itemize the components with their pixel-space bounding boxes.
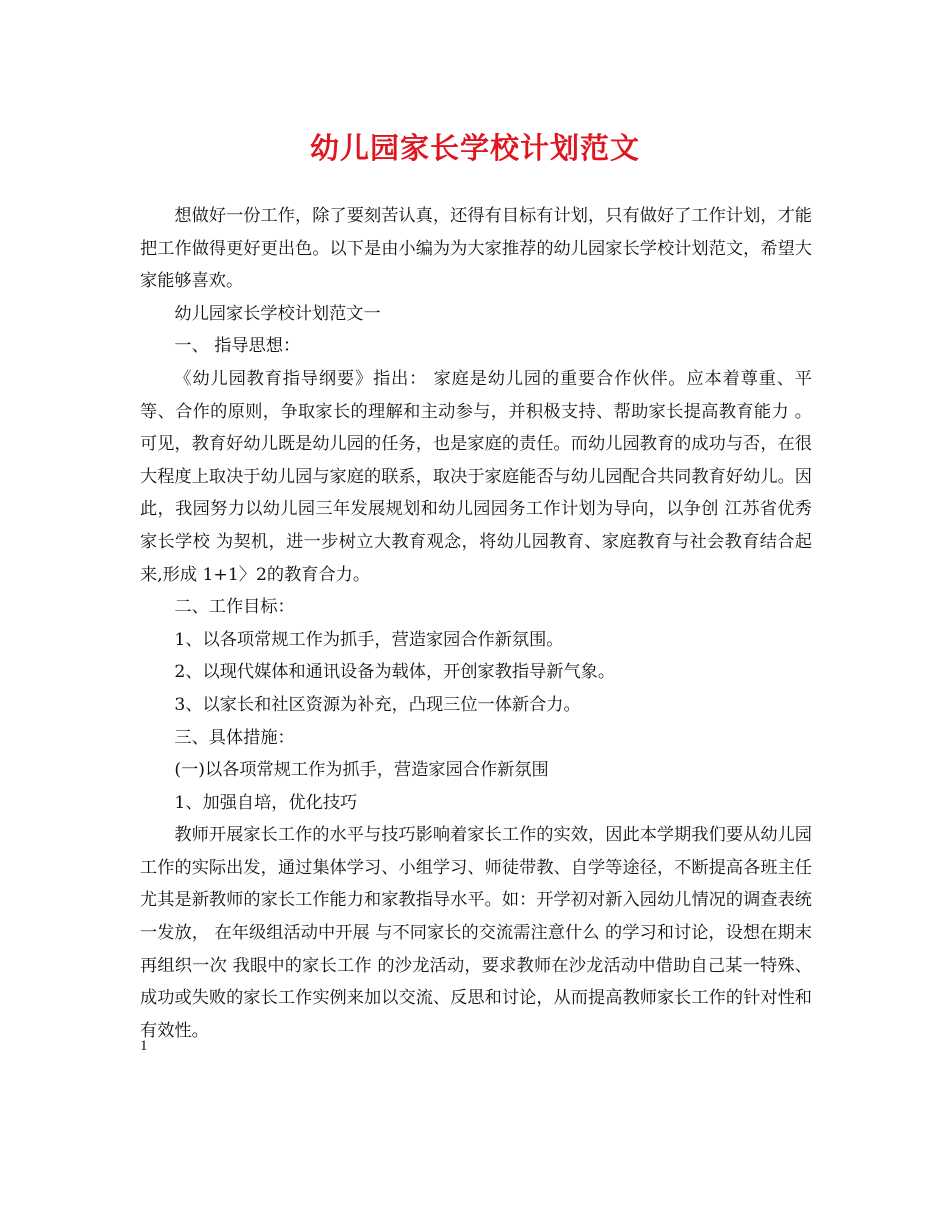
- paragraph-heading-measures: 三、具体措施：: [174, 727, 295, 748]
- paragraph-measure-item-1: 1、加强自培，优化技巧: [174, 792, 358, 813]
- page-number: 1: [140, 1038, 148, 1054]
- paragraph-guiding-ideology: 《幼儿园教育指导纲要》指出： 家庭是幼儿园的重要合作伙伴。应本着尊重、平等、合作的原则，争取家长的理解和主动参与，并积极支持、帮助家长提高教育能力 。可见，教育好幼儿既是幼儿园的任务，也是家庭的责任。而幼儿园教育的成功与否，在很大程度上取决于幼儿园与家庭的联系，取决于家庭能否与幼儿园配合共同教育好幼儿。因此，我园努力以幼儿园三年发展规划和幼儿园园务工作计划为导向，以争创 江苏省优秀家长学校 为契机，进一步树立大教育观念，将幼儿园教育、家庭教育与社会教育结合起来,形成 1+1〉2的教育合力。: [140, 368, 812, 585]
- paragraph-goal-2: 2、以现代媒体和通讯设备为载体，开创家教指导新气象。: [174, 662, 616, 683]
- paragraph-heading-guiding-ideology: 一、 指导思想：: [174, 336, 301, 357]
- paragraph-intro: 想做好一份工作，除了要刻苦认真，还得有目标有计划，只有做好了工作计划，才能把工作做得更好更出色。以下是由小编为为大家推荐的幼儿园家长学校计划范文，希望大家能够喜欢。: [140, 206, 812, 292]
- document-title: 幼儿园家长学校计划范文: [309, 131, 640, 165]
- paragraph-measure-subheading: (一)以各项常规工作为抓手，营造家园合作新氛围: [174, 760, 549, 781]
- document-body: [140, 200, 812, 1047]
- paragraph-goal-3: 3、以家长和社区资源为补充，凸现三位一体新合力。: [174, 694, 581, 715]
- paragraph-section-heading: 幼儿园家长学校计划范文一: [174, 303, 381, 324]
- paragraph-measure-detail: 教师开展家长工作的水平与技巧影响着家长工作的实效，因此本学期我们要从幼儿园工作的实际出发，通过集体学习、小组学习、师徒带教、自学等途径，不断提高各班主任尤其是新教师的家长工作能力和家教指导水平。如：开学初对新入园幼儿情况的调查表统一发放， 在年级组活动中开展 与不同家长的交流需注意什么 的学习和讨论，设想在期末再组织一次 我眼中的家长工作 的沙龙活动，要求教师在沙龙活动中借助自己某一特殊、成功或失败的家长工作实例来加以交流、反思和讨论，从而提高教师家长工作的针对性和有效性。: [140, 825, 812, 1041]
- paragraph-goal-1: 1、以各项常规工作为抓手，营造家园合作新氛围。: [174, 629, 564, 650]
- paragraph-heading-work-goals: 二、工作目标：: [174, 597, 295, 618]
